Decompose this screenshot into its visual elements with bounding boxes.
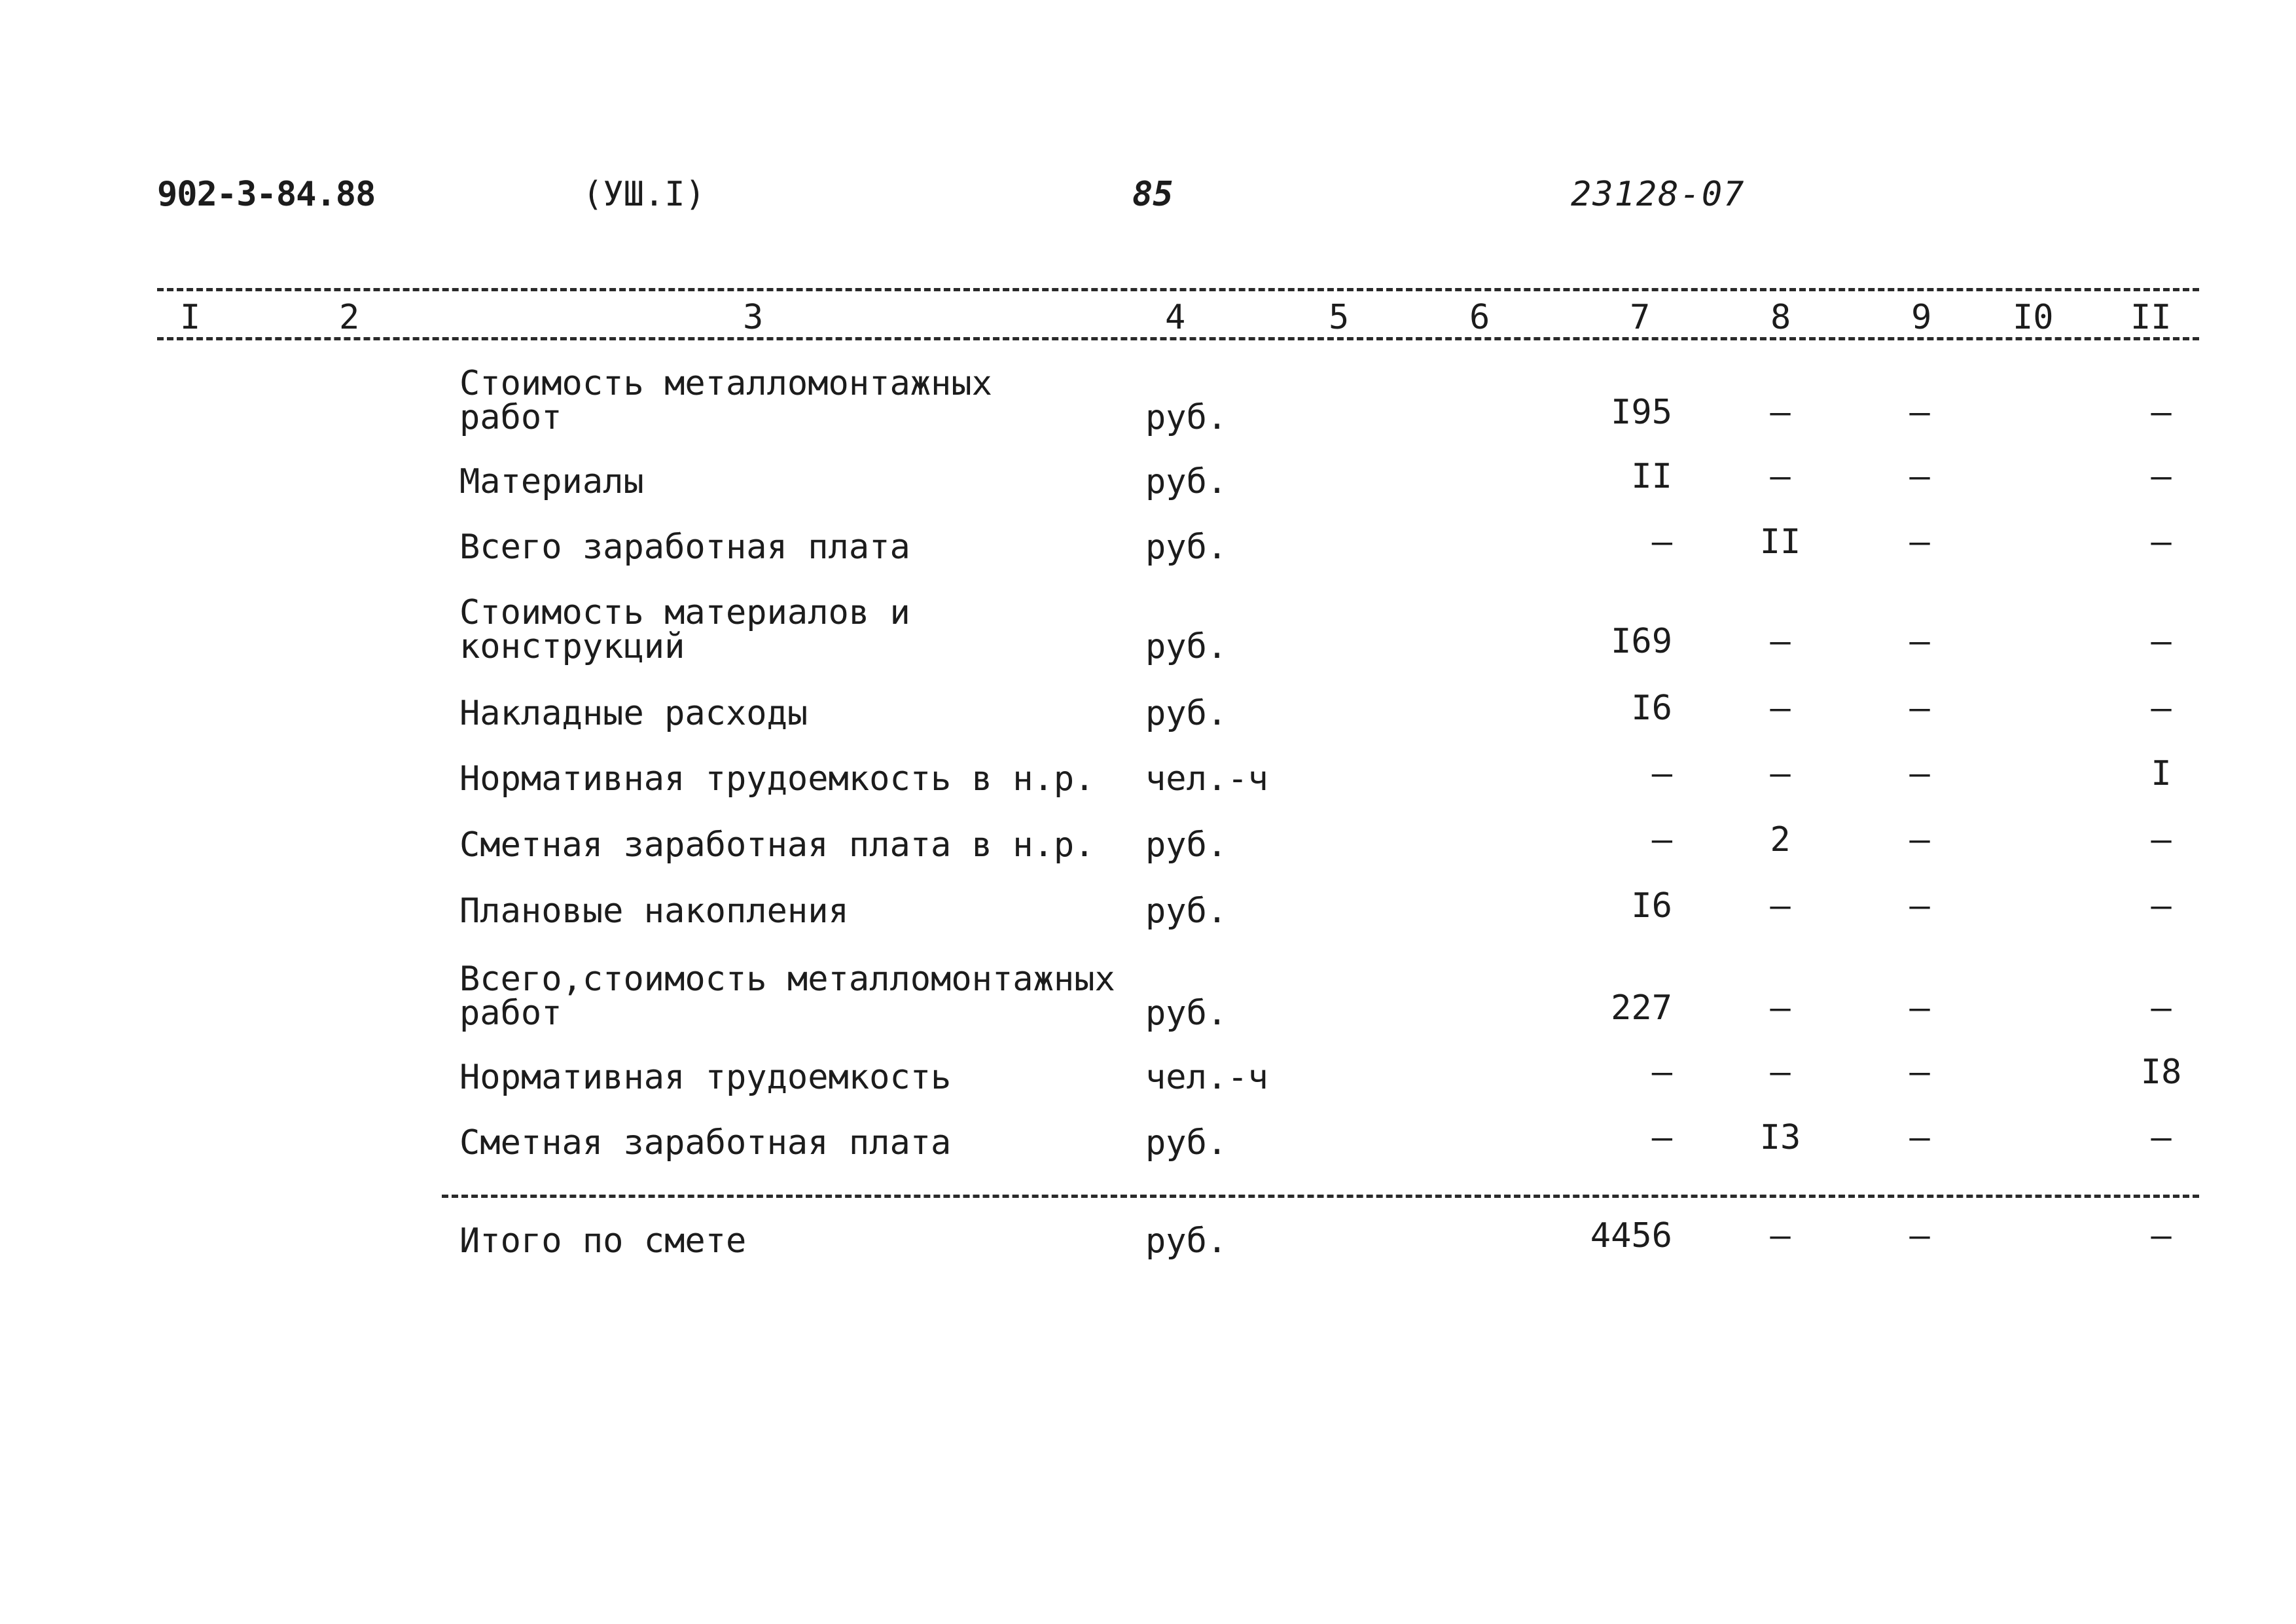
row-value-col8: –: [1770, 622, 1791, 661]
total-value-col8: –: [1770, 1216, 1791, 1255]
row-value-col8: II: [1759, 522, 1801, 562]
row-description: Нормативная трудоемкость в н.р.: [459, 759, 1095, 799]
row-unit: руб.: [1145, 462, 1228, 501]
header-top-rule: [157, 288, 2199, 291]
row-value-col9: –: [1909, 622, 1930, 661]
row-value-col8: –: [1770, 988, 1791, 1028]
total-unit: руб.: [1145, 1221, 1228, 1261]
row-value-col7: 227: [1611, 988, 1672, 1028]
column-number-6: 6: [1469, 298, 1490, 337]
column-number-8: 8: [1770, 298, 1791, 337]
row-value-col8: –: [1770, 886, 1791, 926]
row-value-col9: –: [1909, 1118, 1930, 1157]
row-value-col11: I: [2151, 754, 2172, 793]
column-number-1: I: [180, 298, 201, 337]
row-value-col11: –: [2151, 1118, 2172, 1157]
total-value-col9: –: [1909, 1216, 1930, 1255]
row-value-col8: –: [1770, 1053, 1791, 1092]
row-value-col8: –: [1770, 689, 1791, 728]
page-number: 85: [1132, 175, 1174, 214]
row-description: Нормативная трудоемкость: [459, 1058, 952, 1097]
row-value-col11: –: [2151, 689, 2172, 728]
row-value-col9: –: [1909, 1053, 1930, 1092]
column-number-9: 9: [1911, 298, 1932, 337]
row-value-col7: –: [1651, 820, 1672, 859]
row-value-col9: –: [1909, 522, 1930, 562]
row-description: Стоимость металломонтажных работ: [459, 364, 992, 437]
row-value-col9: –: [1909, 393, 1930, 432]
row-value-col7: –: [1651, 1118, 1672, 1157]
row-value-col9: –: [1909, 689, 1930, 728]
column-number-7: 7: [1630, 298, 1651, 337]
row-unit: руб.: [1145, 398, 1228, 437]
column-number-4: 4: [1165, 298, 1186, 337]
row-value-col11: –: [2151, 622, 2172, 661]
row-value-col7: –: [1651, 754, 1672, 793]
row-value-col11: –: [2151, 988, 2172, 1028]
row-unit: чел.-ч: [1145, 1058, 1268, 1097]
row-unit: руб.: [1145, 892, 1228, 931]
row-value-col7: I6: [1631, 689, 1672, 728]
row-value-col11: –: [2151, 393, 2172, 432]
row-value-col11: –: [2151, 820, 2172, 859]
row-description: Стоимость материалов и конструкций: [459, 593, 910, 666]
row-value-col11: –: [2151, 522, 2172, 562]
row-value-col9: –: [1909, 820, 1930, 859]
row-description: Сметная заработная плата: [459, 1123, 952, 1163]
row-value-col7: I69: [1611, 622, 1672, 661]
row-description: Материалы: [459, 462, 644, 501]
total-value-col7: 4456: [1590, 1216, 1672, 1255]
row-value-col9: –: [1909, 886, 1930, 926]
row-unit: руб.: [1145, 627, 1228, 666]
column-number-3: 3: [743, 298, 764, 337]
row-description: Накладные расходы: [459, 694, 808, 733]
column-number-10: I0: [2013, 298, 2054, 337]
row-value-col8: –: [1770, 457, 1791, 496]
column-number-11: II: [2130, 298, 2172, 337]
album-number: 23128-07: [1571, 175, 1746, 214]
row-value-col11: I8: [2140, 1053, 2182, 1092]
column-number-5: 5: [1329, 298, 1350, 337]
row-value-col7: –: [1651, 522, 1672, 562]
row-value-col7: I6: [1631, 886, 1672, 926]
row-description: Плановые накопления: [459, 892, 849, 931]
row-unit: чел.-ч: [1145, 759, 1268, 799]
row-unit: руб.: [1145, 694, 1228, 733]
row-value-col11: –: [2151, 886, 2172, 926]
total-value-col11: –: [2151, 1216, 2172, 1255]
section-label: (УШ.I): [583, 175, 706, 214]
row-value-col9: –: [1909, 754, 1930, 793]
row-value-col9: –: [1909, 988, 1930, 1028]
total-description: Итого по смете: [459, 1221, 747, 1261]
row-value-col9: –: [1909, 457, 1930, 496]
row-value-col8: –: [1770, 393, 1791, 432]
row-value-col8: –: [1770, 754, 1791, 793]
row-description: Всего заработная плата: [459, 528, 910, 567]
row-value-col7: –: [1651, 1053, 1672, 1092]
row-value-col11: –: [2151, 457, 2172, 496]
document-code: 902-3-84.88: [157, 175, 376, 214]
row-unit: руб.: [1145, 528, 1228, 567]
row-description: Всего,стоимость металломонтажных работ: [459, 960, 1115, 1033]
total-separator-rule: [442, 1195, 2199, 1198]
row-value-col7: I95: [1611, 393, 1672, 432]
row-value-col7: II: [1631, 457, 1672, 496]
row-value-col8: I3: [1759, 1118, 1801, 1157]
row-value-col8: 2: [1770, 820, 1791, 859]
row-description: Сметная заработная плата в н.р.: [459, 825, 1095, 865]
row-unit: руб.: [1145, 825, 1228, 865]
row-unit: руб.: [1145, 1123, 1228, 1163]
column-number-2: 2: [339, 298, 360, 337]
row-unit: руб.: [1145, 994, 1228, 1033]
